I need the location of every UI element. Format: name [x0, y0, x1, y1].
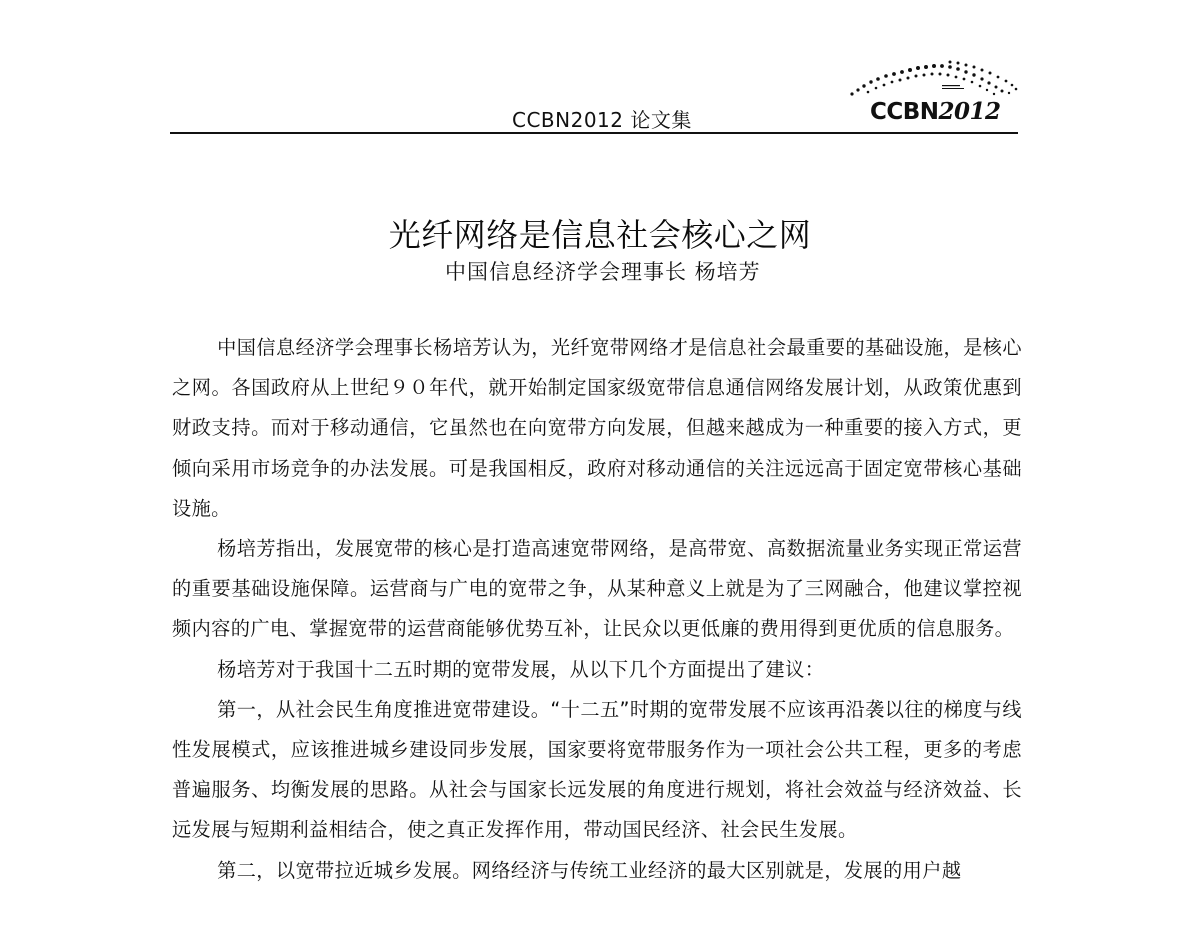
paragraph: 中国信息经济学会理事长杨培芳认为，光纤宽带网络才是信息社会最重要的基础设施，是核心之网。各国政府从上世纪９０年代，就开始制定国家级宽带信息通信网络发展计划，从政策优惠到财政支持。而对于移动通信，它虽然也在向宽带方向发展，但越来越成为一种重要的接入方式，更倾向采用市场竞争的办法发展。可是我国相反，政府对移动通信的关注远远高于固定宽带核心基础设施。: [172, 336, 1022, 520]
logo-wordmark: CCBN2012: [870, 98, 1001, 125]
document-body: [172, 328, 1022, 891]
logo-dots-graphic: [846, 58, 1022, 102]
header-title: CCBN2012 论文集: [512, 108, 692, 132]
paragraph: 杨培芳对于我国十二五时期的宽带发展，从以下几个方面提出了建议：: [217, 657, 825, 681]
document-title: 光纤网络是信息社会核心之网: [388, 216, 812, 254]
ccbn-logo: [846, 58, 1022, 130]
header-divider: [170, 132, 1018, 134]
paragraph: 杨培芳指出，发展宽带的核心是打造高速宽带网络，是高带宽、高数据流量业务实现正常运营的重要基础设施保障。运营商与广电的宽带之争，从某种意义上就是为了三网融合，他建议掌控视频内容的广电、掌握宽带的运营商能够优势互补，让民众以更低廉的费用得到更优质的信息服务。: [172, 537, 1022, 641]
paragraph: 第一，从社会民生角度推进宽带建设。“十二五”时期的宽带发展不应该再沿袭以往的梯度与线性发展模式，应该推进城乡建设同步发展，国家要将宽带服务作为一项社会公共工程，更多的考虑普遍服务、均衡发展的思路。从社会与国家长远发展的角度进行规划，将社会效益与经济效益、长远发展与短期利益相结合，使之真正发挥作用，带动国民经济、社会民生发展。: [172, 697, 1022, 842]
paragraph: 第二，以宽带拉近城乡发展。网络经济与传统工业经济的最大区别就是，发展的用户越: [217, 858, 962, 882]
document-author: 中国信息经济学会理事长 杨培芳: [445, 260, 761, 284]
